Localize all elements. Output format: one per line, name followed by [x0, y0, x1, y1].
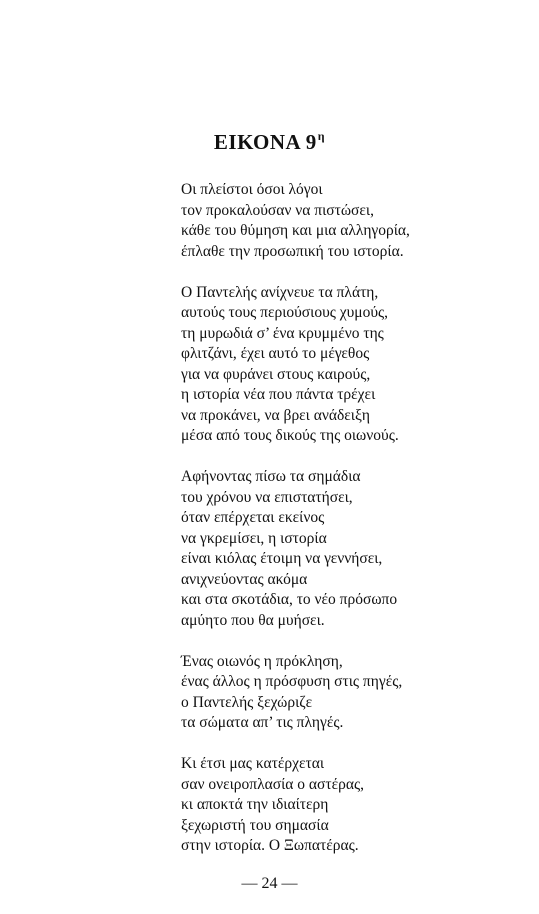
- poem-line: Ο Παντελής ανίχνευε τα πλάτη,: [181, 283, 379, 301]
- poem-line: τη μυρωδιά σ’ ένα κρυμμένο της: [181, 324, 384, 342]
- title-superscript: η: [317, 129, 326, 143]
- poem-line: είναι κιόλας έτοιμη να γεννήσει,: [181, 550, 383, 567]
- poem-line: ένας άλλος η πρόσφυση στις πηγές,: [181, 673, 403, 690]
- poem-stanza: [181, 180, 521, 262]
- poem-line: η ιστορία νέα που πάντα τρέχει: [181, 386, 376, 403]
- title-text: ΕΙΚΟΝΑ 9: [213, 130, 317, 154]
- poem-line: κι αποκτά την ιδιαίτερη: [181, 796, 329, 813]
- poem-line: μέσα από τους δικούς της οιωνούς.: [181, 427, 399, 444]
- poem-line: αυτούς τους περιούσιους χυμούς,: [181, 304, 389, 321]
- poem-line: σαν ονειροπλασία ο αστέρας,: [181, 775, 364, 793]
- poem-line: κάθε του θύμηση και μια αλληγορία,: [181, 222, 410, 239]
- poem-line: τον προκαλούσαν να πιστώσει,: [181, 201, 374, 219]
- poem-line: να προκάνει, να βρει ανάδειξη: [181, 406, 370, 424]
- page-title: [0, 128, 539, 159]
- poem-line: για να φυράνει στους καιρούς,: [181, 365, 371, 383]
- poem-line: αμύητο που θα μυήσει.: [181, 611, 325, 629]
- poem-line: και στα σκοτάδια, το νέο πρόσωπο: [181, 591, 398, 608]
- poem-line: Ένας οιωνός η πρόκληση,: [181, 652, 343, 670]
- poem-line: να γκρεμίσει, η ιστορία: [181, 529, 327, 547]
- poem-stanza: [181, 754, 521, 857]
- poem-line: φλιτζάνι, έχει αυτό το μέγεθος: [181, 345, 370, 362]
- poem-line: του χρόνου να επιστατήσει,: [181, 488, 353, 506]
- page-number: — 24 —: [241, 875, 298, 892]
- poem-body: [181, 180, 521, 877]
- poem-line: ο Παντελής ξεχώριζε: [181, 693, 313, 711]
- poem-line: έπλαθε την προσωπική του ιστορία.: [181, 242, 404, 260]
- poem-line: τα σώματα απ’ τις πληγές.: [181, 714, 344, 731]
- poem-line: Κι έτσι μας κατέρχεται: [181, 755, 324, 772]
- poem-stanza: [181, 283, 521, 447]
- poem-stanza: [181, 652, 521, 734]
- poem-line: ανιχνεύοντας ακόμα: [181, 570, 308, 588]
- poem-line: ξεχωριστή του σημασία: [181, 816, 329, 834]
- poem-line: Αφήνοντας πίσω τα σημάδια: [181, 468, 361, 485]
- poem-stanza: [181, 467, 521, 631]
- poem-line: όταν επέρχεται εκείνος: [181, 509, 325, 526]
- poem-line: Οι πλείστοι όσοι λόγοι: [181, 181, 323, 198]
- poem-line: στην ιστορία. Ο Ξωπατέρας.: [181, 837, 359, 854]
